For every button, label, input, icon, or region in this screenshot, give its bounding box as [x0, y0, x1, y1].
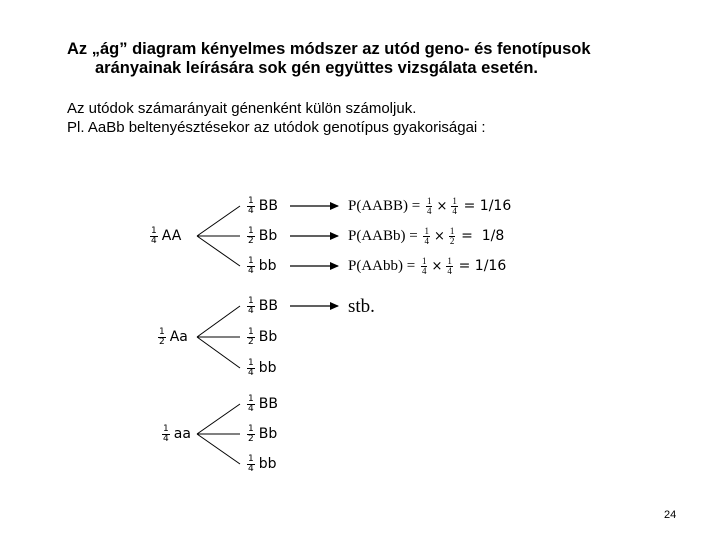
- formula-lhs: P(AABB) =: [348, 198, 421, 214]
- intro-line-1: Az utódok számarányait génenként külön számoljuk.: [67, 100, 417, 117]
- genotype-label: BB: [258, 198, 278, 214]
- fraction-denominator: 4: [248, 463, 254, 474]
- node-Aa-BB: [247, 296, 278, 316]
- fraction-denominator: 4: [248, 205, 254, 216]
- multiply-sign: ×: [436, 199, 448, 214]
- fraction-numerator: 1: [248, 255, 254, 266]
- multiply-sign: ×: [433, 229, 445, 244]
- page-number: 24: [664, 509, 677, 521]
- genotype-label: BB: [258, 396, 278, 412]
- branch-line: [197, 236, 240, 266]
- fraction-denominator: 4: [452, 206, 457, 217]
- node-aa-BB: [247, 394, 278, 414]
- fraction-numerator: 1: [248, 357, 254, 368]
- fraction-numerator: 1: [248, 225, 254, 236]
- node-Aa-bb: [247, 358, 277, 378]
- fraction-numerator: 1: [248, 195, 254, 206]
- node-Aa: [158, 327, 188, 347]
- heading-line-2: arányainak leírására sok gén együttes vizsgálata esetén.: [95, 59, 538, 77]
- fraction-numerator: 1: [421, 256, 427, 267]
- formula-result: = 1/8: [461, 228, 505, 244]
- fraction-denominator: 2: [449, 236, 455, 247]
- formula-lhs: P(AAbb) =: [348, 258, 416, 274]
- branch-line: [197, 337, 240, 368]
- genotype-label: bb: [258, 360, 277, 376]
- fraction-numerator: 1: [151, 225, 157, 236]
- fraction-denominator: 2: [159, 336, 165, 347]
- formula-AAbb: [348, 256, 506, 277]
- node-AA-Bb: [247, 226, 277, 246]
- formula-lhs: P(AABb) =: [348, 228, 418, 244]
- branch-line: [197, 434, 240, 464]
- fraction-denominator: 2: [248, 433, 254, 444]
- genotype-label: Bb: [258, 228, 278, 244]
- branch-line: [197, 206, 240, 236]
- fraction-denominator: 4: [248, 265, 254, 276]
- node-AA-BB: [247, 196, 278, 216]
- fraction-denominator: 4: [151, 235, 157, 246]
- fraction-numerator: 1: [248, 326, 254, 337]
- fraction-denominator: 2: [248, 235, 254, 246]
- node-Aa-Bb: [247, 327, 277, 347]
- branch-line: [197, 306, 240, 337]
- fraction-numerator: 1: [449, 226, 455, 237]
- fraction-denominator: 4: [248, 367, 254, 378]
- fraction-denominator: 4: [421, 266, 427, 277]
- genotype-label: Bb: [258, 426, 278, 442]
- fraction-numerator: 1: [163, 423, 169, 434]
- node-AA: [150, 226, 181, 246]
- fraction-numerator: 1: [159, 326, 165, 337]
- fraction-numerator: 1: [426, 196, 432, 207]
- genotype-label: aa: [173, 426, 191, 442]
- fraction-denominator: 4: [424, 236, 429, 247]
- intro-line-2: Pl. AaBb beltenyésztésekor az utódok genotípus gyakoriságai :: [67, 119, 486, 136]
- node-AA-bb: [247, 256, 277, 276]
- fraction-denominator: 4: [248, 305, 254, 316]
- branch-line: [197, 404, 240, 434]
- genotype-label: Bb: [258, 329, 278, 345]
- fraction-numerator: 1: [248, 453, 254, 464]
- fraction-numerator: 1: [248, 423, 254, 434]
- formula-result: = 1/16: [458, 258, 507, 274]
- etc-label: stb.: [348, 296, 375, 317]
- fraction-denominator: 2: [248, 336, 254, 347]
- fraction-denominator: 4: [248, 403, 254, 414]
- multiply-sign: ×: [431, 259, 443, 274]
- node-aa-Bb: [247, 424, 277, 444]
- genotype-label: bb: [258, 456, 277, 472]
- genotype-label: Aa: [169, 329, 188, 345]
- fraction-numerator: 1: [248, 295, 254, 306]
- genotype-label: AA: [161, 228, 182, 244]
- fraction-numerator: 1: [452, 196, 457, 207]
- genotype-label: bb: [258, 258, 277, 274]
- node-aa: [162, 424, 191, 444]
- formula-result: = 1/16: [463, 198, 512, 214]
- fraction-denominator: 4: [447, 266, 452, 277]
- node-aa-bb: [247, 454, 277, 474]
- formula-AABB: [348, 196, 511, 217]
- fraction-numerator: 1: [424, 226, 429, 237]
- fraction-denominator: 4: [426, 206, 432, 217]
- fraction-denominator: 4: [163, 433, 169, 444]
- genotype-label: BB: [258, 298, 278, 314]
- heading-line-1: Az „ág” diagram kényelmes módszer az utód geno- és fenotípusok: [67, 40, 591, 58]
- formula-AABb: [348, 226, 504, 247]
- fraction-numerator: 1: [447, 256, 452, 267]
- fraction-numerator: 1: [248, 393, 254, 404]
